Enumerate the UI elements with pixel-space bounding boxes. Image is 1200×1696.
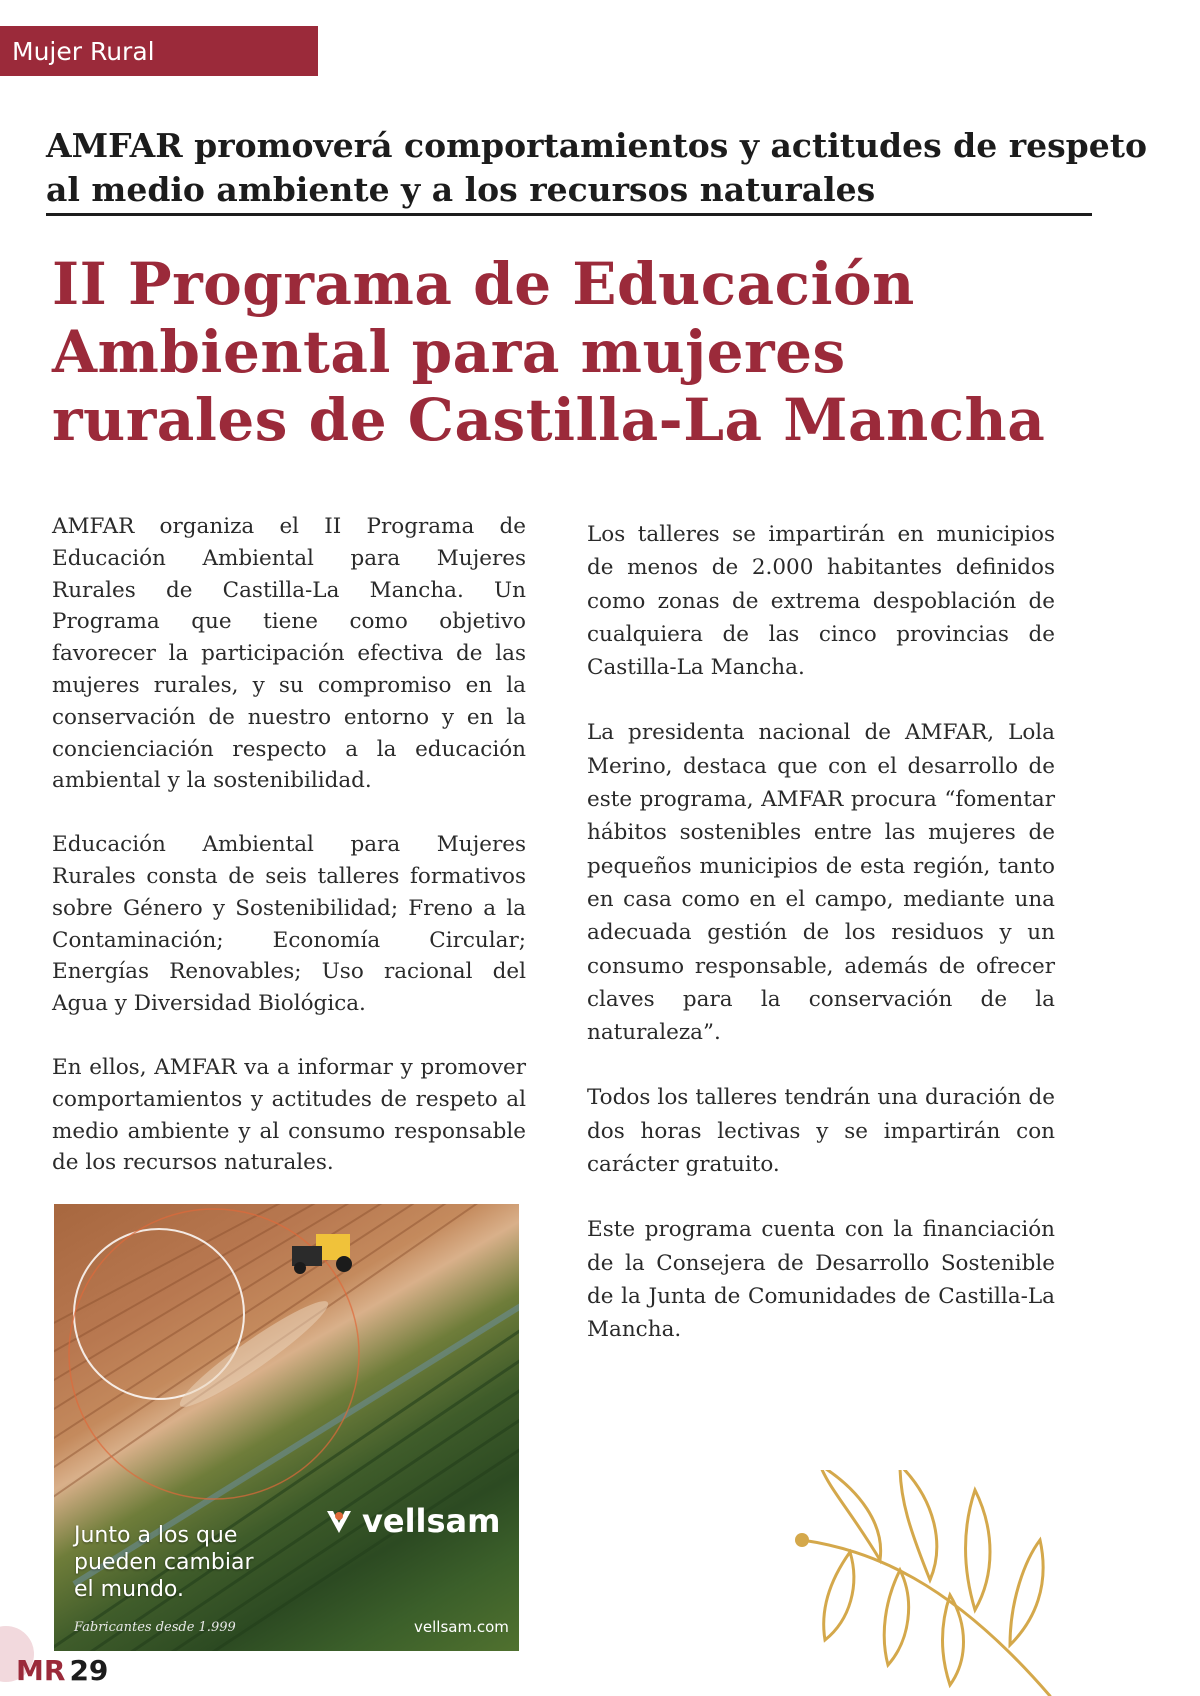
tractor-icon	[292, 1234, 352, 1274]
article-headline: II Programa de Educación Ambiental para mujeres rurales de Castilla-La Mancha	[52, 250, 1046, 454]
kicker-divider	[46, 213, 1092, 216]
paragraph: Educación Ambiental para Mujeres Rurales consta de seis talleres formativos sobre Género y Sostenibilidad; Freno a la Contaminación; Economía Circular; Energías Renovables; Uso racional del Agua y Diversidad Biológica.	[52, 832, 526, 1017]
page-number	[16, 1654, 108, 1687]
paragraph: Los talleres se impartirán en municipios de menos de 2.000 habitantes definidos como zonas de extrema despoblación de cualquiera de las cinco provincias de Castilla-La Mancha.	[587, 522, 1055, 681]
laurel-branch-icon	[790, 1470, 1090, 1696]
paragraph: AMFAR organiza el II Programa de Educación Ambiental para Mujeres Rurales de Castilla-La Mancha. Un Programa que tiene como objetivo favorecer la participación efectiva de las mujeres rurales, y su compromiso en la conservación de nuestro entorno y en la concienciación respecto a la educación ambiental y la sostenibilidad.	[52, 514, 526, 794]
brand-name: vellsam	[362, 1502, 501, 1540]
ad-url[interactable]: vellsam.com	[414, 1618, 509, 1636]
ad-since-text: Fabricantes desde 1.999	[74, 1620, 236, 1635]
vellsam-logo-icon	[324, 1506, 354, 1536]
paragraph: La presidenta nacional de AMFAR, Lola Merino, destaca que con el desarrollo de este programa, AMFAR procura “fomentar hábitos sostenibles entre las mujeres de pequeños municipios de esta región, tanto en casa como en el campo, mediante una adecuada gestión de los residuos y un consumo responsable, además de ofrecer claves para la conservación de la naturaleza”.	[587, 720, 1055, 1046]
vellsam-advertisement	[54, 1204, 519, 1651]
vellsam-logo	[324, 1502, 500, 1540]
paragraph: Todos los talleres tendrán una duración de dos horas lectivas y se impartirán con carácter gratuito.	[587, 1085, 1055, 1178]
page-number-value: 29	[69, 1654, 109, 1687]
magazine-abbreviation: MR	[16, 1654, 66, 1687]
section-tag: Mujer Rural	[0, 26, 318, 76]
kicker-heading: AMFAR promoverá comportamientos y actitudes de respeto al medio ambiente y a los recursos naturales	[46, 126, 1147, 209]
paragraph: Este programa cuenta con la financiación de la Consejera de Desarrollo Sostenible de la Junta de Comunidades de Castilla-La Mancha.	[587, 1217, 1055, 1343]
right-column	[587, 518, 1055, 1379]
paragraph: En ellos, AMFAR va a informar y promover comportamientos y actitudes de respeto al medio ambiente y al consumo responsable de los recursos naturales.	[52, 1054, 526, 1176]
left-column	[52, 511, 526, 1211]
ad-tagline: Junto a los que pueden cambiar el mundo.	[74, 1523, 254, 1602]
